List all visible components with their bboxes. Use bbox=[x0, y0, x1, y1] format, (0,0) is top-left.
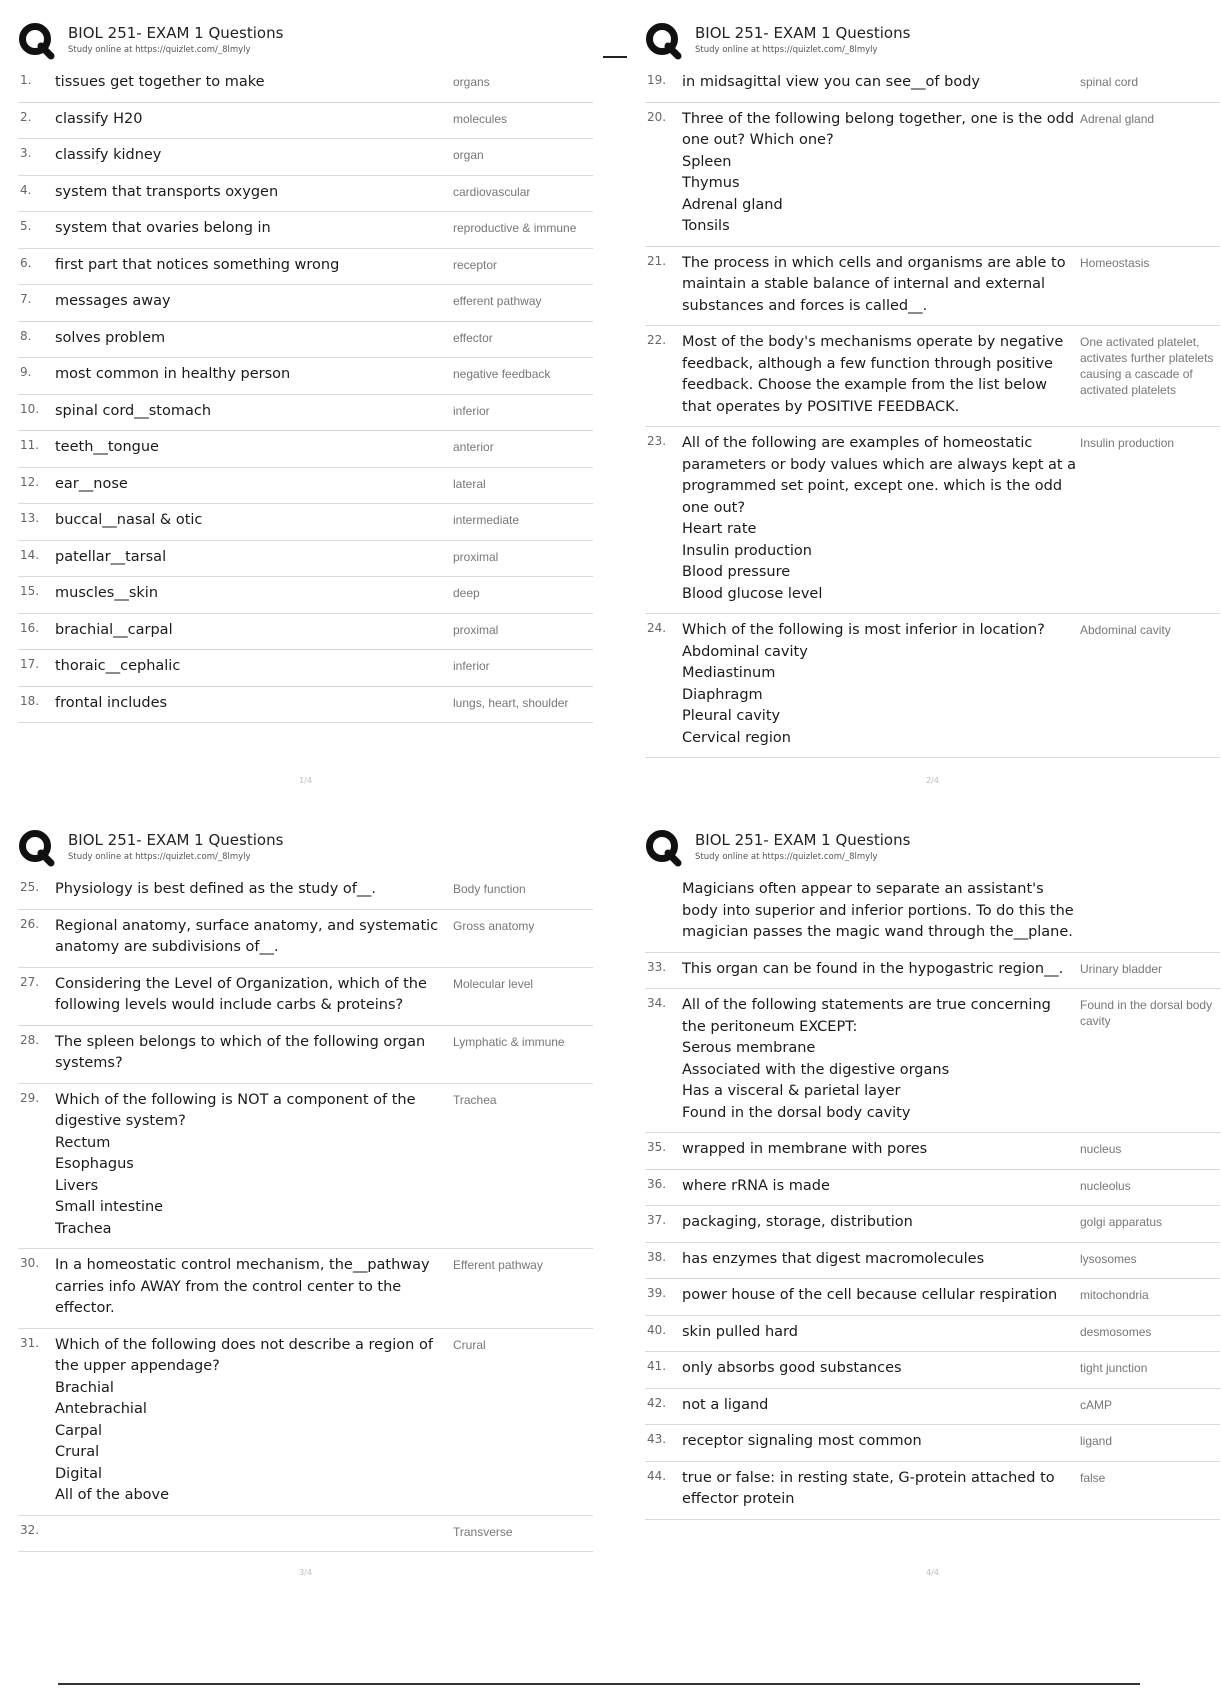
question-text bbox=[55, 255, 450, 277]
question-number: 16. bbox=[20, 620, 40, 635]
question-row bbox=[18, 212, 593, 249]
answer-text: cardiovascular bbox=[453, 184, 531, 199]
question-text bbox=[682, 109, 1077, 238]
question-row bbox=[18, 910, 593, 968]
question-number: 36. bbox=[647, 1176, 667, 1191]
answer-text: anterior bbox=[453, 440, 494, 454]
question-number: 30. bbox=[20, 1256, 40, 1270]
question-row bbox=[18, 1329, 593, 1516]
question-prompt: first part that notices something wrong bbox=[55, 256, 340, 273]
question-number: 7. bbox=[20, 292, 32, 306]
question-number: 31. bbox=[20, 1335, 40, 1350]
answer-text: One activated platelet, activates further platelets causing a cascade of activated platelets bbox=[1080, 335, 1214, 397]
question-row bbox=[645, 953, 1220, 990]
question-row bbox=[645, 326, 1220, 427]
answer-text: golgi apparatus bbox=[1080, 1215, 1163, 1229]
question-prompt: frontal includes bbox=[55, 694, 168, 711]
answer-text: cAMP bbox=[1080, 1397, 1113, 1412]
question-number: 23. bbox=[647, 434, 667, 448]
question-list bbox=[645, 66, 1220, 758]
question-row bbox=[18, 968, 593, 1026]
answer-text: proximal bbox=[453, 549, 499, 564]
answer-text: lateral bbox=[453, 476, 486, 491]
question-text bbox=[55, 437, 450, 459]
question-number: 29. bbox=[20, 1090, 40, 1105]
question-text bbox=[682, 1431, 1077, 1453]
question-prompt: The process in which cells and organisms are able to maintain a stable balance of internal and external substances and forces is called__. bbox=[682, 254, 1066, 314]
question-row bbox=[645, 1279, 1220, 1316]
question-prompt: skin pulled hard bbox=[682, 1323, 798, 1340]
answer-text: Gross anatomy bbox=[453, 918, 535, 933]
question-prompt: most common in healthy person bbox=[55, 366, 291, 382]
header-subtitle: Study online at https://quizlet.com/_8lmyly bbox=[68, 852, 251, 862]
question-text bbox=[55, 916, 450, 959]
question-text bbox=[682, 620, 1077, 749]
question-text bbox=[682, 332, 1077, 418]
question-prompt: All of the following are examples of homeostatic parameters or body values which are always kept at a programmed set point, except one. which is the odd one out? bbox=[682, 435, 1077, 516]
answer-option: Antebrachial bbox=[55, 1401, 147, 1417]
answer-text: Urinary bladder bbox=[1080, 961, 1163, 976]
answer-text: intermediate bbox=[453, 513, 520, 527]
header-subtitle: Study online at https://quizlet.com/_8lmyly bbox=[68, 45, 251, 55]
question-prompt: Considering the Level of Organization, which of the following levels would include carbs & proteins? bbox=[55, 975, 427, 1013]
question-number: 35. bbox=[647, 1140, 667, 1154]
question-number: 17. bbox=[20, 657, 40, 671]
question-number: 2. bbox=[20, 109, 32, 124]
question-text bbox=[55, 656, 450, 678]
page-header bbox=[645, 825, 1220, 873]
question-prompt: system that transports oxygen bbox=[55, 183, 279, 200]
answer-text: spinal cord bbox=[1080, 75, 1139, 89]
question-number: 32. bbox=[20, 1522, 40, 1537]
answer-option: Blood pressure bbox=[682, 564, 791, 580]
question-prompt: The spleen belongs to which of the following organ systems? bbox=[55, 1033, 426, 1071]
question-prompt: In a homeostatic control mechanism, the__pathway carries info AWAY from the control center to the effector. bbox=[55, 1257, 430, 1316]
question-row bbox=[18, 139, 593, 176]
answer-text: molecules bbox=[453, 111, 508, 126]
question-row bbox=[18, 504, 593, 541]
question-prompt: not a ligand bbox=[682, 1396, 769, 1413]
question-text bbox=[55, 974, 450, 1017]
quizlet-logo-icon bbox=[645, 22, 681, 58]
header-subtitle: Study online at https://quizlet.com/_8lmyly bbox=[695, 852, 878, 862]
bottom-rule bbox=[58, 1683, 1140, 1685]
question-text bbox=[682, 879, 1077, 944]
answer-text: negative feedback bbox=[453, 367, 551, 381]
question-prompt: This organ can be found in the hypogastric region__. bbox=[682, 960, 1064, 977]
question-prompt: receptor signaling most common bbox=[682, 1433, 922, 1449]
answer-text: effector bbox=[453, 330, 493, 345]
question-row bbox=[18, 66, 593, 103]
question-row bbox=[18, 285, 593, 322]
question-row bbox=[18, 577, 593, 614]
question-prompt: muscles__skin bbox=[55, 585, 159, 601]
page-footer: 3/4 bbox=[299, 1568, 312, 1577]
question-number: 11. bbox=[20, 438, 40, 452]
question-number: 39. bbox=[647, 1286, 667, 1300]
question-prompt: Regional anatomy, surface anatomy, and systematic anatomy are subdivisions of__. bbox=[55, 917, 439, 955]
answer-option: Abdominal cavity bbox=[682, 643, 808, 660]
answer-option: Thymus bbox=[682, 175, 740, 191]
question-text bbox=[682, 433, 1077, 605]
question-text bbox=[682, 72, 1077, 94]
answer-option: Mediastinum bbox=[682, 665, 776, 681]
answer-text: inferior bbox=[453, 659, 490, 673]
answer-option: All of the above bbox=[55, 1487, 170, 1503]
question-number: 10. bbox=[20, 401, 40, 416]
question-number: 22. bbox=[647, 333, 667, 347]
question-row bbox=[645, 1243, 1220, 1280]
question-list bbox=[18, 66, 593, 723]
answer-text: tight junction bbox=[1080, 1361, 1148, 1375]
question-number: 24. bbox=[647, 621, 667, 635]
answer-option: Diaphragm bbox=[682, 686, 763, 703]
question-prompt: brachial__carpal bbox=[55, 621, 173, 638]
question-number: 18. bbox=[20, 693, 40, 708]
answer-text: desmosomes bbox=[1080, 1324, 1152, 1339]
answer-option: Trachea bbox=[55, 1220, 112, 1237]
question-text bbox=[55, 364, 450, 386]
question-row bbox=[18, 431, 593, 468]
question-row bbox=[645, 1352, 1220, 1389]
answer-text: mitochondria bbox=[1080, 1288, 1149, 1302]
quizlet-logo-icon bbox=[18, 829, 54, 865]
question-prompt: classify kidney bbox=[55, 147, 162, 163]
question-number: 25. bbox=[20, 880, 40, 894]
question-number: 27. bbox=[20, 974, 40, 989]
answer-option: Rectum bbox=[55, 1134, 111, 1151]
answer-text: Lymphatic & immune bbox=[453, 1034, 565, 1049]
question-prompt: teeth__tongue bbox=[55, 439, 159, 455]
question-row bbox=[18, 249, 593, 286]
page-2 bbox=[645, 18, 1220, 793]
page-3 bbox=[18, 825, 593, 1585]
question-text bbox=[55, 620, 450, 642]
question-prompt: where rRNA is made bbox=[682, 1177, 830, 1194]
question-number: 21. bbox=[647, 253, 667, 268]
question-text bbox=[682, 1249, 1077, 1271]
answer-text: Abdominal cavity bbox=[1080, 623, 1171, 637]
question-row bbox=[645, 66, 1220, 103]
question-text bbox=[682, 1468, 1077, 1511]
question-prompt: Most of the body's mechanisms operate by negative feedback, although a few function through positive feedback. Choose the example from the list below that operates by POSITIVE FEEDBACK. bbox=[682, 334, 1064, 415]
question-row bbox=[18, 1249, 593, 1329]
answer-text: nucleus bbox=[1080, 1142, 1122, 1156]
question-prompt: true or false: in resting state, G-protein attached to effector protein bbox=[682, 1469, 1055, 1507]
question-prompt: Which of the following is NOT a component of the digestive system? bbox=[55, 1091, 416, 1129]
question-text bbox=[55, 1335, 450, 1507]
answer-text: Homeostasis bbox=[1080, 255, 1150, 270]
question-text bbox=[682, 1139, 1077, 1161]
question-row bbox=[18, 541, 593, 578]
question-text bbox=[55, 1522, 450, 1543]
answer-option: Serous membrane bbox=[682, 1040, 816, 1056]
question-text bbox=[55, 218, 450, 240]
answer-text: lysosomes bbox=[1080, 1251, 1137, 1266]
question-text bbox=[55, 879, 450, 901]
answer-option: Crural bbox=[55, 1444, 100, 1460]
answer-option: Carpal bbox=[55, 1422, 103, 1439]
question-prompt: only absorbs good substances bbox=[682, 1360, 902, 1376]
question-text bbox=[55, 474, 450, 496]
answer-text: deep bbox=[453, 586, 480, 600]
header-title: BIOL 251- EXAM 1 Questions bbox=[68, 24, 284, 42]
answer-option: Tonsils bbox=[682, 218, 730, 234]
question-row bbox=[645, 1389, 1220, 1426]
question-number: 28. bbox=[20, 1032, 40, 1047]
question-number: 15. bbox=[20, 584, 40, 598]
question-number: 9. bbox=[20, 365, 32, 379]
question-prompt: has enzymes that digest macromolecules bbox=[682, 1250, 985, 1267]
question-text bbox=[55, 145, 450, 167]
question-text bbox=[682, 1322, 1077, 1344]
answer-option: Cervical region bbox=[682, 729, 791, 746]
answer-option: Blood glucose level bbox=[682, 585, 823, 602]
question-row bbox=[645, 1133, 1220, 1170]
question-prompt: ear__nose bbox=[55, 475, 128, 492]
answer-text: Molecular level bbox=[453, 976, 534, 991]
question-prompt: Which of the following is most inferior in location? bbox=[682, 622, 1045, 638]
answer-text: false bbox=[1080, 1470, 1106, 1485]
question-number: 8. bbox=[20, 328, 32, 343]
question-row bbox=[18, 103, 593, 140]
question-text bbox=[55, 583, 450, 605]
question-prompt: Physiology is best defined as the study of__. bbox=[55, 881, 376, 897]
question-row bbox=[645, 427, 1220, 614]
answer-text: ligand bbox=[1080, 1434, 1113, 1448]
question-text bbox=[55, 182, 450, 204]
answer-text: Crural bbox=[453, 1337, 486, 1352]
quizlet-logo-icon bbox=[645, 829, 681, 865]
question-row bbox=[18, 395, 593, 432]
question-number: 4. bbox=[20, 182, 32, 197]
question-prompt: thoraic__cephalic bbox=[55, 658, 181, 674]
question-text bbox=[682, 1358, 1077, 1380]
answer-option: Spleen bbox=[682, 153, 732, 170]
answer-text: organs bbox=[453, 75, 490, 89]
question-text bbox=[55, 401, 450, 423]
question-prompt: classify H20 bbox=[55, 110, 143, 127]
answer-text: reproductive & immune bbox=[453, 221, 577, 235]
question-text bbox=[55, 1255, 450, 1320]
question-row bbox=[18, 614, 593, 651]
question-prompt: packaging, storage, distribution bbox=[682, 1214, 913, 1230]
answer-text: Transverse bbox=[453, 1524, 513, 1539]
page-footer: 4/4 bbox=[926, 1568, 939, 1577]
question-row bbox=[645, 989, 1220, 1133]
page-4 bbox=[645, 825, 1220, 1585]
question-number: 12. bbox=[20, 474, 40, 489]
answer-text: proximal bbox=[453, 622, 499, 637]
question-text bbox=[55, 109, 450, 131]
page-footer: 2/4 bbox=[926, 776, 939, 785]
question-row bbox=[18, 468, 593, 505]
question-number: 5. bbox=[20, 219, 32, 233]
question-text bbox=[55, 1032, 450, 1075]
question-row bbox=[18, 1026, 593, 1084]
question-prompt: system that ovaries belong in bbox=[55, 220, 271, 236]
question-prompt: wrapped in membrane with pores bbox=[682, 1141, 928, 1157]
answer-text: nucleolus bbox=[1080, 1178, 1131, 1193]
question-row bbox=[645, 1206, 1220, 1243]
question-prompt: power house of the cell because cellular respiration bbox=[682, 1287, 1058, 1303]
question-row bbox=[18, 176, 593, 213]
question-number: 13. bbox=[20, 511, 40, 525]
page-1 bbox=[18, 18, 593, 793]
question-row bbox=[645, 1316, 1220, 1353]
question-number: 34. bbox=[647, 996, 667, 1010]
question-prompt: spinal cord__stomach bbox=[55, 402, 212, 419]
divider-dash bbox=[603, 56, 627, 58]
answer-option: Insulin production bbox=[682, 542, 812, 559]
question-number: 1. bbox=[20, 73, 32, 87]
question-text bbox=[682, 1176, 1077, 1198]
question-text bbox=[55, 510, 450, 532]
question-row bbox=[18, 687, 593, 724]
quizlet-logo-icon bbox=[18, 22, 54, 58]
question-number: 37. bbox=[647, 1213, 667, 1227]
question-row bbox=[645, 1462, 1220, 1520]
question-row bbox=[18, 1516, 593, 1552]
question-prompt: in midsagittal view you can see__of body bbox=[682, 74, 981, 90]
question-number: 26. bbox=[20, 916, 40, 931]
question-prompt: solves problem bbox=[55, 329, 166, 346]
question-text bbox=[682, 1212, 1077, 1234]
question-row bbox=[645, 247, 1220, 327]
header-title: BIOL 251- EXAM 1 Questions bbox=[68, 831, 284, 849]
answer-text: efferent pathway bbox=[453, 294, 542, 308]
question-row bbox=[18, 1084, 593, 1250]
question-prompt: patellar__tarsal bbox=[55, 548, 167, 565]
question-row bbox=[18, 650, 593, 687]
page-header bbox=[18, 825, 593, 873]
question-number: 38. bbox=[647, 1249, 667, 1264]
question-row bbox=[18, 358, 593, 395]
answer-option: Has a visceral & parietal layer bbox=[682, 1083, 901, 1099]
question-prompt: All of the following statements are true concerning the peritoneum EXCEPT: bbox=[682, 997, 1051, 1035]
question-text bbox=[682, 1285, 1077, 1307]
answer-text: Body function bbox=[453, 882, 526, 896]
answer-text: organ bbox=[453, 148, 484, 162]
question-number: 41. bbox=[647, 1359, 667, 1373]
question-prompt: Which of the following does not describe a region of the upper appendage? bbox=[55, 1336, 433, 1374]
answer-text: Insulin production bbox=[1080, 436, 1175, 450]
question-text bbox=[682, 959, 1077, 981]
question-list bbox=[645, 873, 1220, 1520]
answer-option: Brachial bbox=[55, 1379, 114, 1396]
question-prompt: messages away bbox=[55, 293, 171, 309]
question-prompt: buccal__nasal & otic bbox=[55, 512, 203, 528]
question-text bbox=[682, 1395, 1077, 1417]
header-title: BIOL 251- EXAM 1 Questions bbox=[695, 24, 911, 42]
question-text bbox=[55, 291, 450, 313]
answer-option: Small intestine bbox=[55, 1199, 164, 1215]
answer-option: Digital bbox=[55, 1465, 103, 1482]
header-subtitle: Study online at https://quizlet.com/_8lmyly bbox=[695, 45, 878, 55]
answer-option: Adrenal gland bbox=[682, 196, 783, 213]
answer-text: inferior bbox=[453, 403, 490, 418]
answer-text: Found in the dorsal body cavity bbox=[1080, 998, 1213, 1028]
question-row bbox=[645, 1425, 1220, 1462]
answer-option: Heart rate bbox=[682, 521, 757, 537]
answer-option: Livers bbox=[55, 1177, 99, 1194]
question-number: 3. bbox=[20, 146, 32, 160]
question-row bbox=[18, 873, 593, 910]
question-row bbox=[645, 614, 1220, 758]
answer-option: Found in the dorsal body cavity bbox=[682, 1104, 911, 1121]
question-text bbox=[682, 995, 1077, 1124]
question-text bbox=[55, 1090, 450, 1241]
question-prompt: tissues get together to make bbox=[55, 74, 265, 90]
question-text bbox=[55, 72, 450, 94]
question-row bbox=[18, 322, 593, 359]
question-number: 43. bbox=[647, 1432, 667, 1446]
header-title: BIOL 251- EXAM 1 Questions bbox=[695, 831, 911, 849]
question-row bbox=[645, 103, 1220, 247]
question-number: 44. bbox=[647, 1468, 667, 1483]
answer-text: Adrenal gland bbox=[1080, 111, 1155, 126]
answer-option: Esophagus bbox=[55, 1156, 134, 1172]
question-number: 33. bbox=[647, 959, 667, 974]
question-number: 40. bbox=[647, 1322, 667, 1337]
question-list bbox=[18, 873, 593, 1552]
answer-text: receptor bbox=[453, 257, 498, 272]
question-text bbox=[55, 547, 450, 569]
answer-text: Trachea bbox=[453, 1092, 497, 1107]
answer-text: Efferent pathway bbox=[453, 1258, 543, 1272]
question-number: 14. bbox=[20, 547, 40, 562]
answer-text: lungs, heart, shoulder bbox=[453, 695, 569, 710]
answer-option: Pleural cavity bbox=[682, 708, 781, 724]
question-text bbox=[682, 253, 1077, 318]
question-row bbox=[645, 1170, 1220, 1207]
question-number: 19. bbox=[647, 73, 667, 87]
question-text bbox=[55, 328, 450, 350]
page-header bbox=[18, 18, 593, 66]
question-text bbox=[55, 693, 450, 715]
page-footer: 1/4 bbox=[299, 776, 312, 785]
question-number: 20. bbox=[647, 109, 667, 124]
question-prompt: Magicians often appear to separate an assistant's body into superior and inferior portions. To do this the magician passes the magic wand through the__plane. bbox=[682, 881, 1074, 940]
question-number: 6. bbox=[20, 255, 32, 270]
page-header bbox=[645, 18, 1220, 66]
question-prompt: Three of the following belong together, one is the odd one out? Which one? bbox=[682, 110, 1075, 148]
answer-option: Associated with the digestive organs bbox=[682, 1061, 950, 1078]
question-number: 42. bbox=[647, 1395, 667, 1410]
question-row bbox=[645, 873, 1220, 953]
